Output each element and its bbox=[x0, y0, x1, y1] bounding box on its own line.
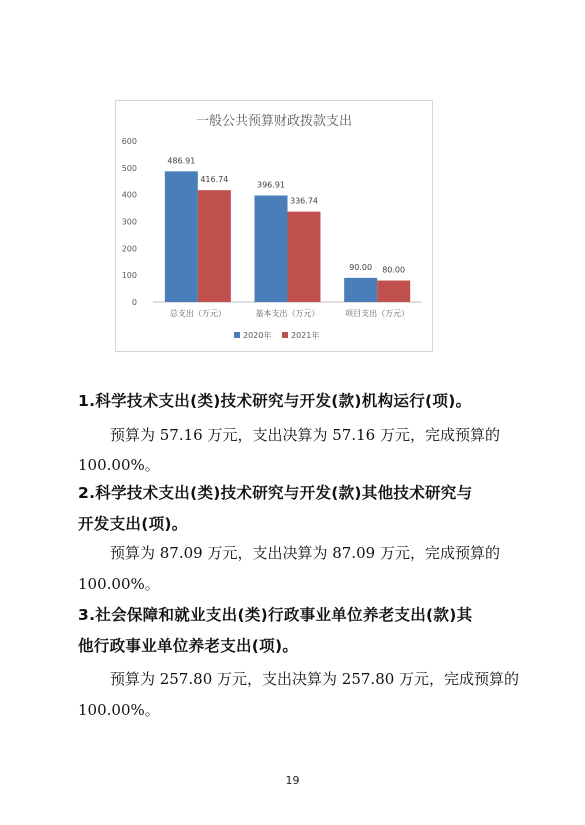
x-category-label: 总支出（万元） bbox=[169, 309, 226, 318]
section-1-heading: 1.科学技术支出(类)技术研究与开发(款)机构运行(项)。 bbox=[78, 392, 472, 410]
data-label: 486.91 bbox=[167, 156, 196, 166]
section-1-line-1: 预算为 57.16 万元，支出决算为 57.16 万元，完成预算的 bbox=[110, 426, 500, 444]
section-3-line-2: 100.00%。 bbox=[78, 701, 160, 719]
data-label: 90.00 bbox=[349, 262, 373, 272]
bar-series1 bbox=[344, 278, 377, 302]
legend-swatch bbox=[234, 332, 240, 338]
bar-series2 bbox=[288, 212, 321, 302]
section-2-line-2: 100.00%。 bbox=[78, 575, 160, 593]
section-1-line-2: 100.00%。 bbox=[78, 456, 160, 474]
bar-series2 bbox=[377, 281, 410, 302]
y-tick-label: 500 bbox=[121, 163, 137, 173]
data-label: 416.74 bbox=[200, 175, 229, 185]
legend-swatch bbox=[282, 332, 288, 338]
bar-series1 bbox=[165, 171, 198, 302]
data-label: 336.74 bbox=[290, 196, 318, 206]
legend-label: 2021年 bbox=[291, 331, 320, 340]
section-2-heading-line-1: 2.科学技术支出(类)技术研究与开发(款)其他技术研究与 bbox=[78, 484, 473, 502]
bar-series2 bbox=[198, 190, 231, 302]
section-3-line-1: 预算为 257.80 万元，支出决算为 257.80 万元，完成预算的 bbox=[110, 670, 520, 688]
y-tick-label: 600 bbox=[121, 137, 137, 146]
y-tick-label: 400 bbox=[121, 190, 137, 200]
page-number: 19 bbox=[285, 774, 300, 787]
section-2-heading-line-2: 开发支出(项)。 bbox=[78, 515, 188, 533]
section-2-line-1: 预算为 87.09 万元，支出决算为 87.09 万元，完成预算的 bbox=[110, 544, 500, 562]
y-tick-label: 100 bbox=[121, 271, 137, 281]
section-3-heading-line-1: 3.社会保障和就业支出(类)行政事业单位养老支出(款)其 bbox=[78, 606, 473, 624]
legend-label: 2020年 bbox=[243, 331, 272, 340]
chart-title: 一般公共预算财政拨款支出 bbox=[195, 114, 353, 129]
bar-chart bbox=[116, 101, 432, 351]
y-tick-label: 0 bbox=[131, 298, 137, 307]
chart-container bbox=[115, 100, 433, 352]
data-label: 396.91 bbox=[257, 180, 285, 190]
x-category-label: 项目支出（万元） bbox=[345, 309, 410, 318]
data-label: 80.00 bbox=[382, 265, 406, 275]
bar-series1 bbox=[255, 195, 288, 302]
y-tick-label: 200 bbox=[121, 244, 137, 254]
x-category-label: 基本支出（万元） bbox=[255, 309, 320, 318]
y-tick-label: 300 bbox=[121, 217, 137, 227]
section-3-heading-line-2: 他行政事业单位养老支出(项)。 bbox=[78, 637, 299, 655]
